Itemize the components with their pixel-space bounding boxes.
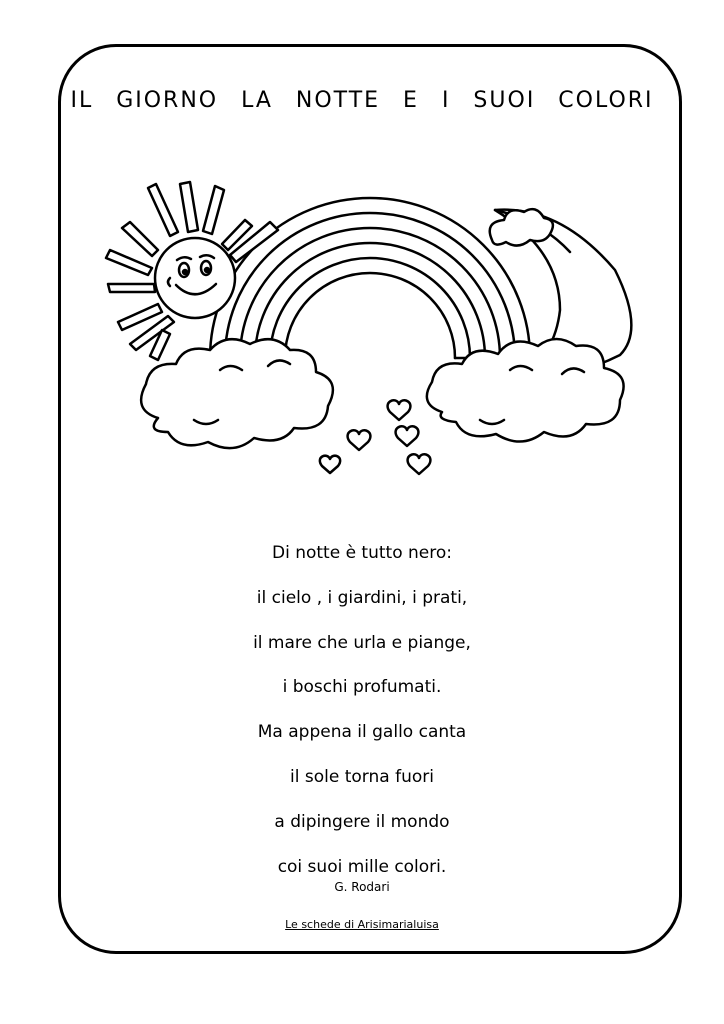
cloud-icon bbox=[141, 339, 333, 448]
poem-line: il sole torna fuori bbox=[290, 766, 434, 787]
illustration bbox=[100, 180, 650, 485]
poem bbox=[0, 538, 724, 896]
poem-line: coi suoi mille colori. bbox=[277, 856, 447, 877]
poem-author: G. Rodari bbox=[334, 880, 390, 894]
cloud-icon bbox=[490, 209, 553, 245]
poem-line: i boschi profumati. bbox=[282, 677, 442, 698]
page-title: IL GIORNO LA NOTTE E I SUOI COLORI bbox=[70, 88, 654, 113]
rainbow-icon bbox=[210, 198, 530, 358]
heart-icon bbox=[320, 400, 431, 474]
poem-line: il mare che urla e piange, bbox=[253, 632, 471, 653]
sun-icon bbox=[106, 182, 278, 360]
poem-line: Ma appena il gallo canta bbox=[257, 722, 467, 743]
poem-line: il cielo , i giardini, i prati, bbox=[256, 587, 468, 608]
cloud-icon bbox=[427, 339, 624, 442]
poem-line: a dipingere il mondo bbox=[274, 811, 450, 832]
poem-line: Di notte è tutto nero: bbox=[271, 543, 452, 563]
credit-link[interactable]: Le schede di Arisimarialuisa bbox=[285, 918, 439, 931]
